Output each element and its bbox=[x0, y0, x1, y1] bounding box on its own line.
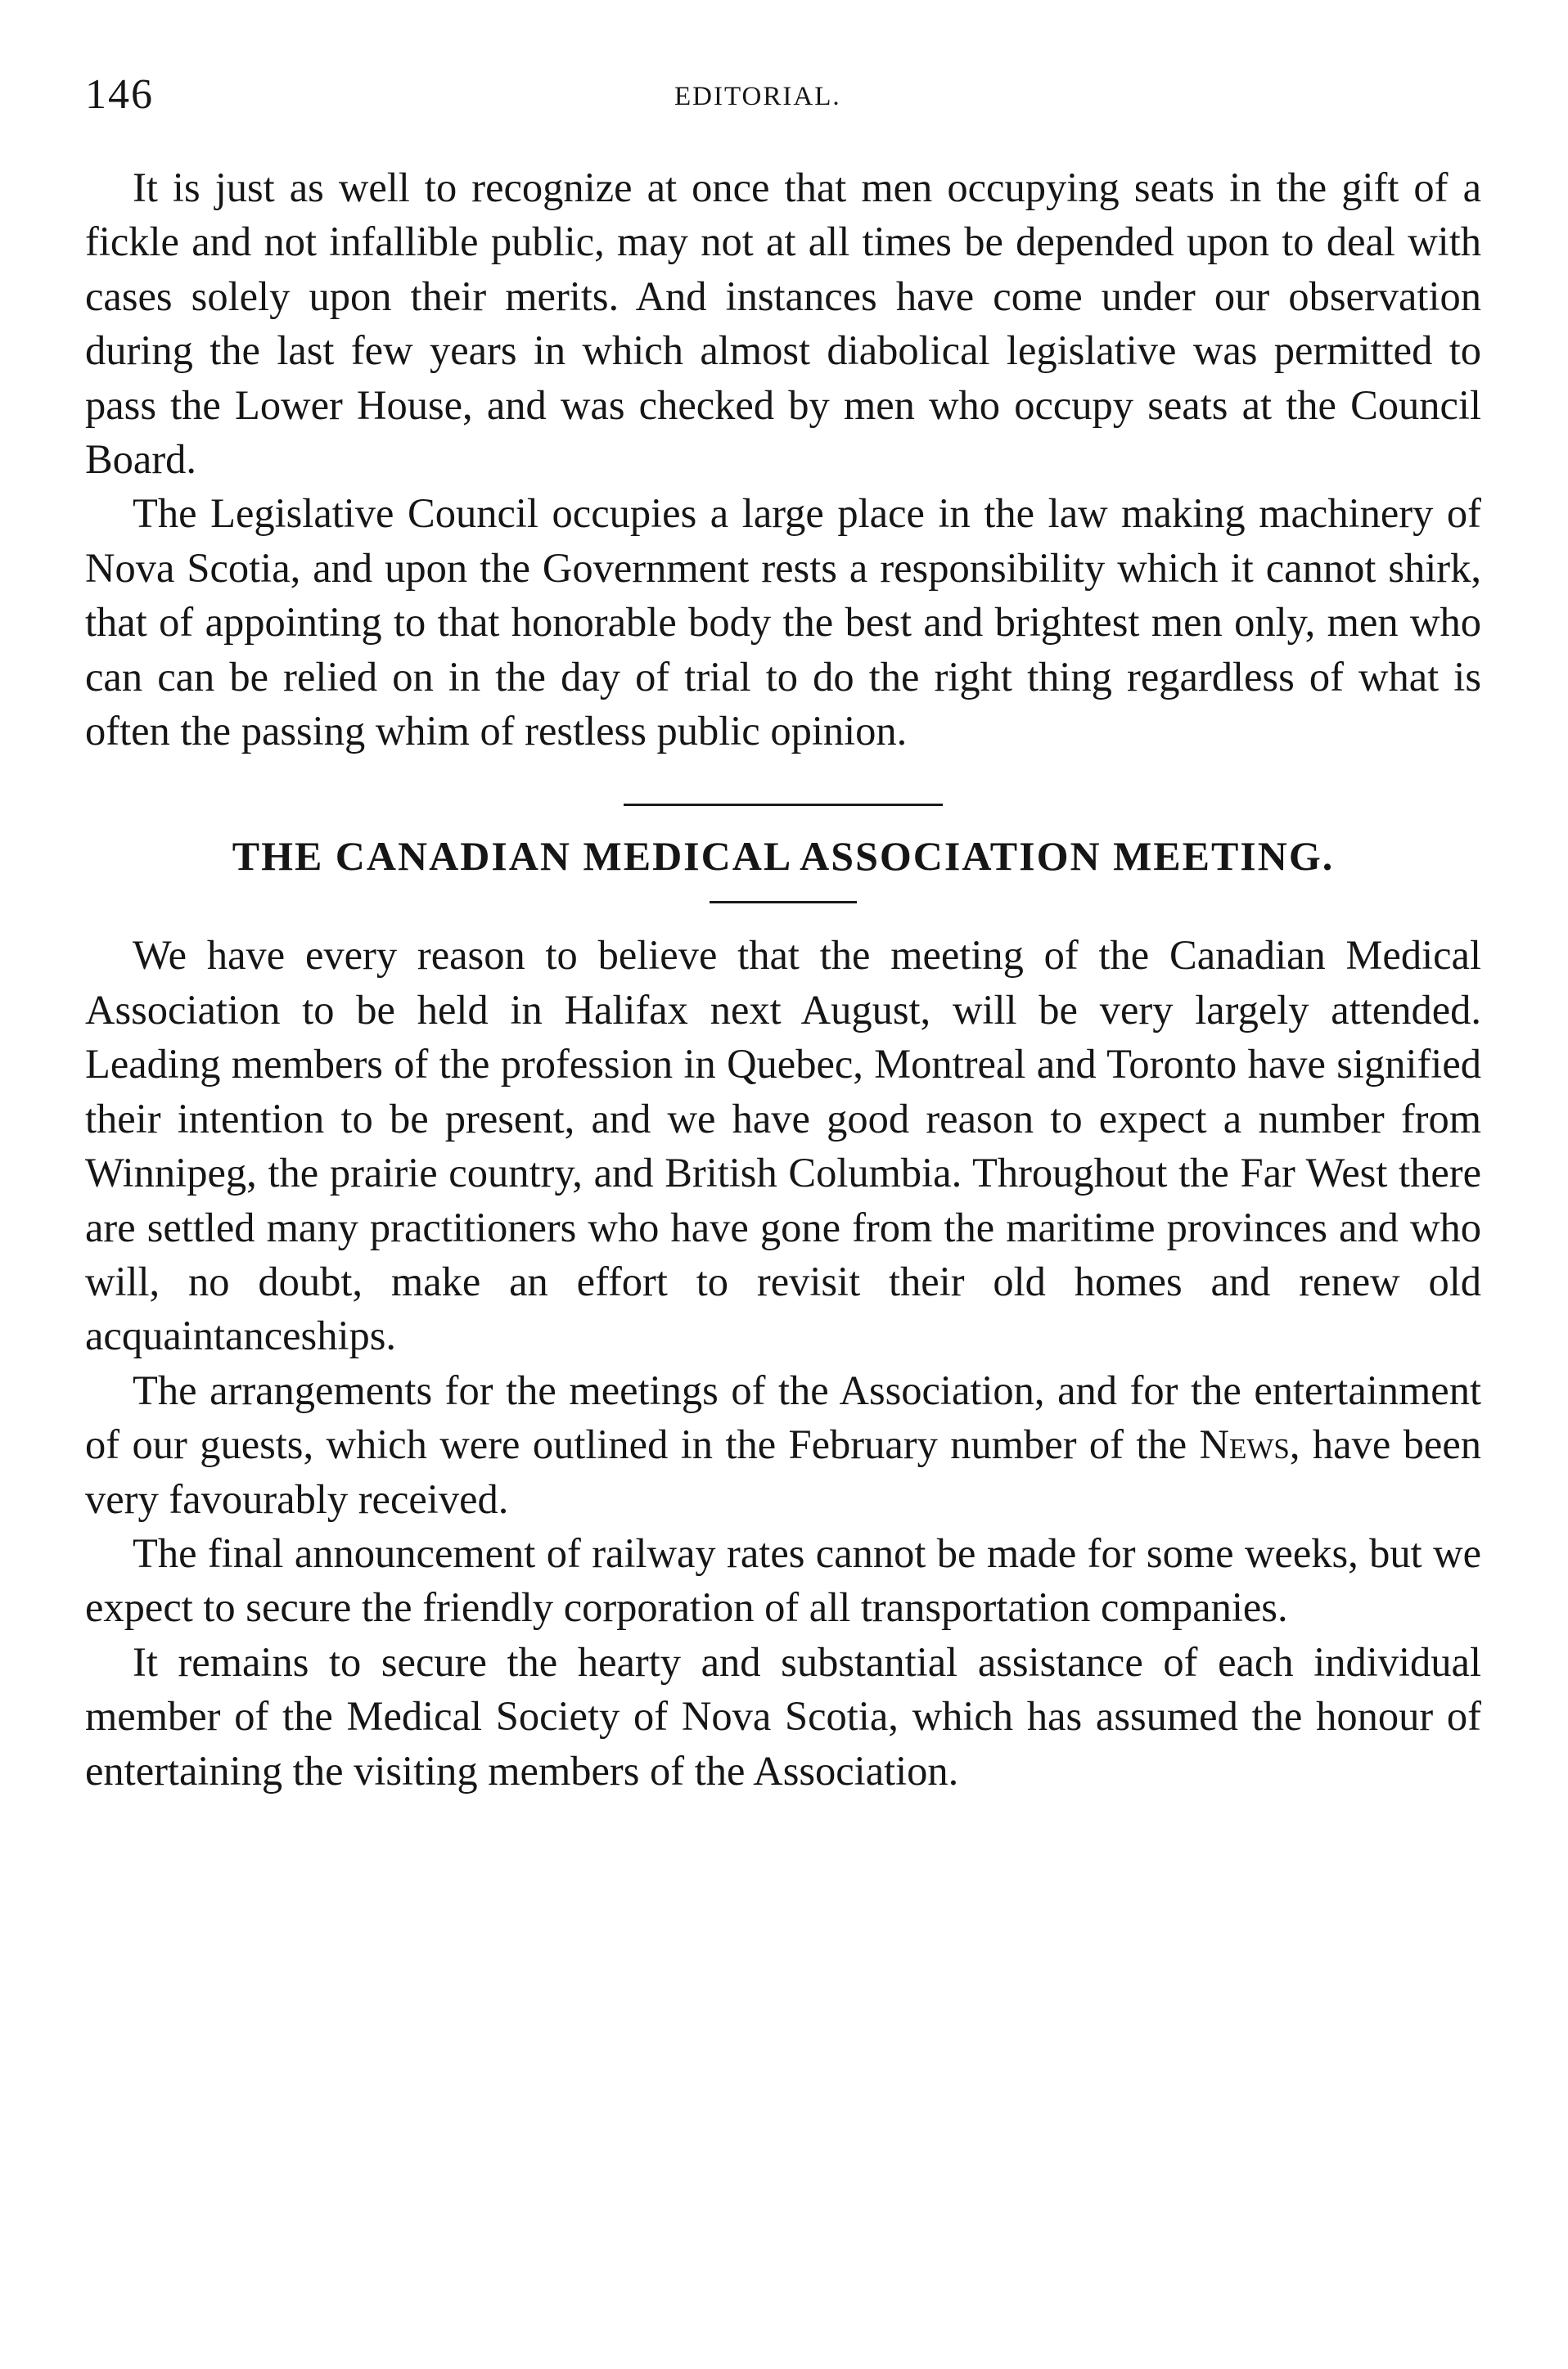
journal-name: News bbox=[1199, 1421, 1290, 1468]
intro-paragraph-2: The Legislative Council occupies a large place in the law making machinery of Nova Scotia, and upon the Government rests a responsibility which it cannot shirk, that of appointing to that honorable body the best and brightest men only, men who can can be relied on in the day of trial to do the right thing regardless of what is often the passing whim of restless public opinion. bbox=[85, 490, 1481, 754]
section-paragraph-4: It remains to secure the hearty and substantial assistance of each individual member of the Medical Society of Nova Scotia, which has assumed the honour of entertaining the visiting members of the Association. bbox=[85, 1638, 1481, 1794]
running-head: EDITORIAL. bbox=[674, 82, 841, 111]
paragraph-2-text-after: , have been very favourably received. bbox=[85, 1421, 1481, 1522]
section-divider-top bbox=[624, 804, 943, 806]
intro-paragraph-1: It is just as well to recognize at once that men occupying seats in the gift of a fickle and not infallible public, may not at all times be depended upon to deal with cases solely upon their merits. And instances have come under our observation during the last few years in which almost diabolical legislative was permitted to pass the Lower House, and was checked by men who occupy seats at the Council Board. bbox=[85, 164, 1481, 483]
section-paragraph-2 bbox=[85, 1363, 1481, 1526]
section-title: THE CANADIAN MEDICAL ASSOCIATION MEETING. bbox=[232, 833, 1335, 880]
page-header bbox=[85, 70, 1476, 128]
page-number: 146 bbox=[85, 71, 154, 118]
article-body bbox=[85, 160, 1481, 1798]
paragraph-2-text-before: The arrangements for the meetings of the Association, and for the entertainment of our guests, which were outlined in the February number of the bbox=[85, 1367, 1481, 1468]
section-divider-bottom bbox=[710, 901, 857, 903]
section-paragraph-3: The final announcement of railway rates cannot be made for some weeks, but we expect to secure the friendly corporation of all transportation companies. bbox=[85, 1529, 1481, 1631]
section-paragraph-1: We have every reason to believe that the meeting of the Canadian Medical Association to be held in Halifax next August, will be very largely attended. Leading members of the profession in Quebec, Montreal and Toronto have signified their intention to be present, and we have good reason to expect a number from Winnipeg, the prairie country, and British Columbia. Throughout the Far West there are settled many practitioners who have gone from the maritime provinces and who will, no doubt, make an effort to revisit their old homes and renew old acquaintanceships. bbox=[85, 932, 1481, 1359]
